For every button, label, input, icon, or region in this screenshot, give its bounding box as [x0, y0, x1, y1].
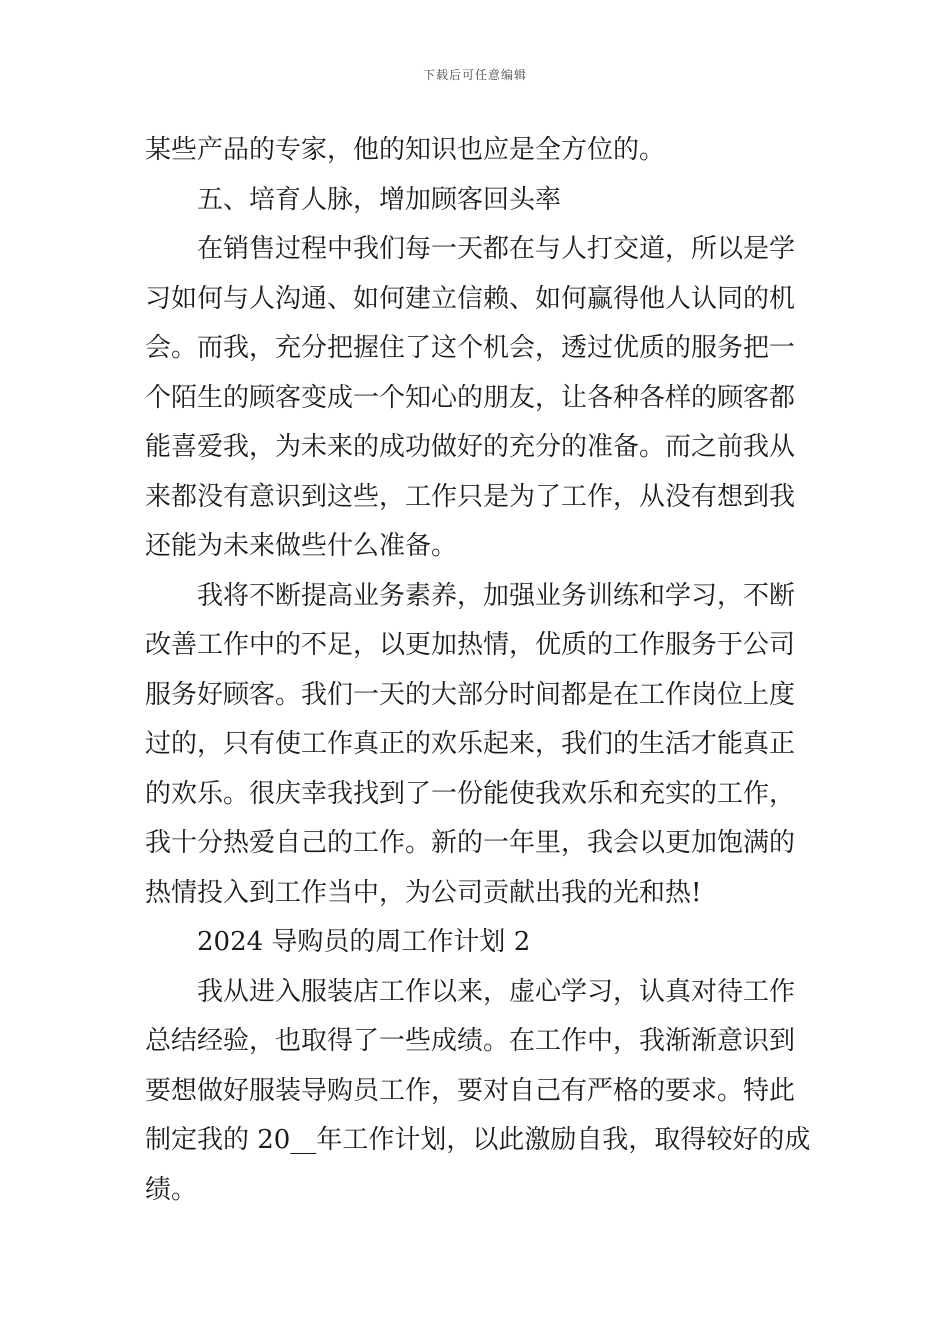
text-line: 要想做好服装导购员工作，要对自己有严格的要求。特此 [145, 1075, 796, 1106]
text-line: 热情投入到工作当中，为公司贡献出我的光和热! [145, 877, 702, 908]
page-header: 下载后可任意编辑 [422, 68, 527, 82]
text-line: 过的，只有使工作真正的欢乐起来，我们的生活才能真正 [145, 729, 796, 759]
text-line: 的欢乐。很庆幸我找到了一份能使我欢乐和充实的工作， [145, 778, 796, 809]
text-line: 我从进入服装店工作以来，虚心学习，认真对待工作 [197, 976, 796, 1007]
document-body [145, 126, 810, 1215]
text-line: 习如何与人沟通、如何建立信赖、如何赢得他人认同的机 [145, 283, 796, 314]
text-line: 来都没有意识到这些，工作只是为了工作，从没有想到我 [145, 481, 796, 512]
text-line: 总结经验，也取得了一些成绩。在工作中，我渐渐意识到 [145, 1026, 796, 1056]
text-line: 我十分热爱自己的工作。新的一年里，我会以更加饱满的 [145, 828, 796, 858]
text-line: 个陌生的顾客变成一个知心的朋友，让各种各样的顾客都 [145, 382, 796, 413]
text-line: 服务好顾客。我们一天的大部分时间都是在工作岗位上度 [145, 679, 796, 710]
text-line: 某些产品的专家，他的知识也应是全方位的。 [145, 135, 666, 165]
text-line: 会。而我，充分把握住了这个机会，透过优质的服务把一 [145, 333, 796, 363]
text-line: 在销售过程中我们每一天都在与人打交道，所以是学 [197, 234, 796, 264]
section-heading: 五、培育人脉，增加顾客回头率 [197, 184, 562, 215]
section-heading: 2024 导购员的周工作计划 2 [197, 927, 531, 957]
text-line: 制定我的 20__年工作计划，以此激励自我，取得较好的成 [145, 1125, 811, 1155]
text-line: 还能为未来做些什么准备。 [145, 531, 458, 561]
text-line: 我将不断提高业务素养，加强业务训练和学习，不断 [197, 580, 796, 611]
text-line: 改善工作中的不足，以更加热情，优质的工作服务于公司 [145, 630, 796, 660]
text-line: 绩。 [145, 1174, 198, 1205]
text-line: 能喜爱我，为未来的成功做好的充分的准备。而之前我从 [145, 432, 796, 462]
